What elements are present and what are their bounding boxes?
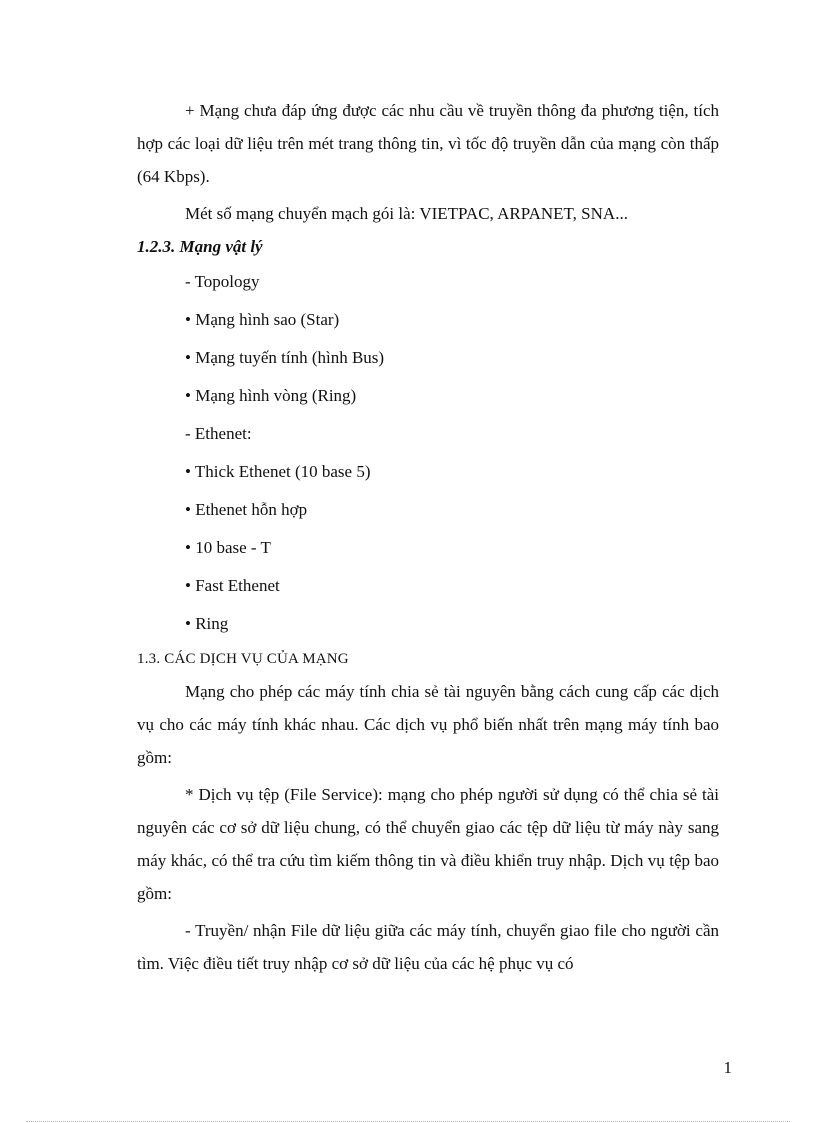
list-item: • Mạng hình vòng (Ring) xyxy=(185,386,357,405)
page-bottom-rule xyxy=(26,1121,790,1122)
list-item: • Ring xyxy=(185,614,229,633)
paragraph: * Dịch vụ tệp (File Service): mạng cho phép người sử dụng có thể chia sẻ tài nguyên các cơ sở dữ liệu chung, có thể chuyển giao các tệp dữ liệu từ máy này sang máy khác, có thể tra cứu tìm kiếm thông tin và điều khiển truy nhập. Dịch vụ tệp bao gồm: xyxy=(137,785,719,903)
list-item: • Mạng tuyến tính (hình Bus) xyxy=(185,348,385,367)
paragraph: - Truyền/ nhận File dữ liệu giữa các máy tính, chuyển giao file cho người cần tìm. Việc điều tiết truy nhập cơ sở dữ liệu của các hệ phục vụ có xyxy=(137,921,719,973)
list-item: • Mạng hình sao (Star) xyxy=(185,310,340,329)
list-item: • Thick Ethenet (10 base 5) xyxy=(185,462,371,481)
list-label: - Topology xyxy=(185,272,260,291)
paragraph: Mạng cho phép các máy tính chia sẻ tài nguyên bằng cách cung cấp các dịch vụ cho các máy tính khác nhau. Các dịch vụ phổ biến nhất trên mạng máy tính bao gồm: xyxy=(137,682,719,767)
page-content xyxy=(137,94,719,980)
subsection-heading: 1.2.3. Mạng vật lý xyxy=(137,237,263,256)
paragraph: Mét số mạng chuyển mạch gói là: VIETPAC, ARPANET, SNA... xyxy=(185,204,628,223)
section-heading: 1.3. CÁC DỊCH VỤ CỦA MẠNG xyxy=(137,651,349,667)
list-label: - Ethenet: xyxy=(185,424,252,443)
list-item: • 10 base - T xyxy=(185,538,271,557)
paragraph: + Mạng chưa đáp ứng được các nhu cầu về truyền thông đa phương tiện, tích hợp các loại dữ liệu trên mét trang thông tin, vì tốc độ truyền dẫn của mạng còn thấp (64 Kbps). xyxy=(137,101,719,186)
page-number: 1 xyxy=(723,1058,732,1077)
list-item: • Ethenet hỗn hợp xyxy=(185,500,308,519)
list-item: • Fast Ethenet xyxy=(185,576,280,595)
